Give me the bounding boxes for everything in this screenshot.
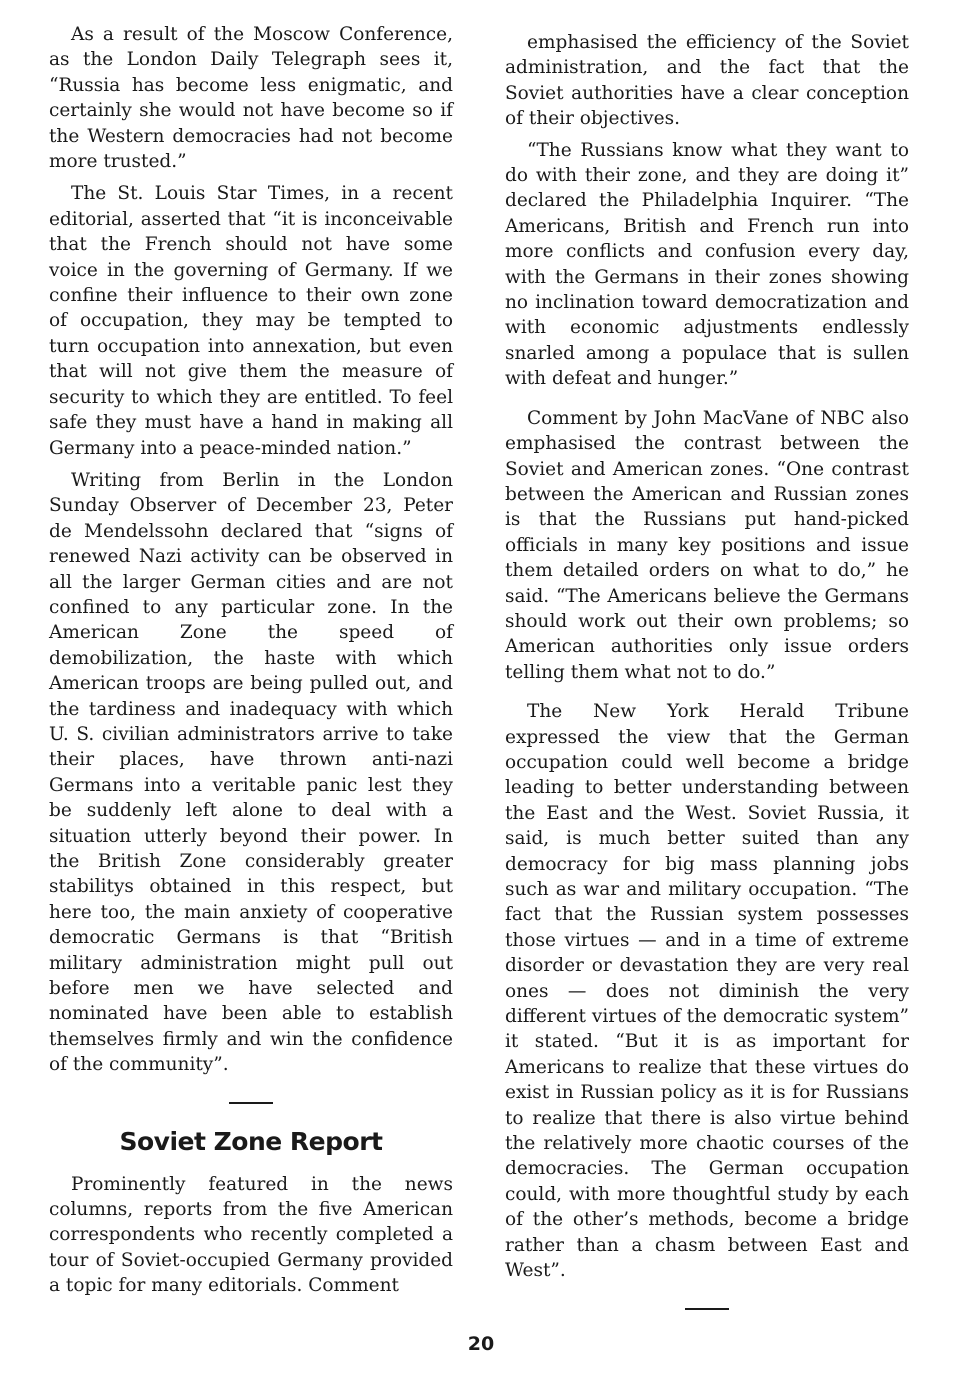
left-column — [49, 22, 453, 1306]
paragraph-soviet-efficiency: emphasised the efficiency of the Soviet administration, and the fact that the Soviet authorities have a clear conception of their objectives. — [505, 32, 909, 130]
end-divider — [685, 1308, 729, 1310]
section-divider — [229, 1102, 273, 1104]
paragraph-philadelphia-inquirer: “The Russians know what they want to do with their zone, and they are doing it” declared the Philadelphia Inquirer. “The Americans, British and French run into more conflicts and confusion every day, with the Germans in their zones showing no inclination toward democratization and with economic adjustments endlessly snarled among a populace that is sullen with defeat and hunger.” — [505, 139, 909, 390]
paragraph-moscow-conference: As a result of the Moscow Conference, as the London Daily Telegraph sees it, “Russia has become less enigmatic, and certainly she would not have become so if the Western democracies had not become more trusted.” — [49, 24, 453, 173]
paragraph-herald-tribune: The New York Herald Tribune expressed the view that the German occupation could well become a bridge leading to better understanding between the East and the West. Soviet Russia, it said, is much better suited than any democracy for big mass planning jobs such as war and military occupation. “The fact that the Russian system possesses those virtues — and in a time of extreme disorder or devastation they are very real ones — does not diminish the very different virtues of the democratic system” it stated. “But it is as important for Americans to realize that these virtues do exist in Russian policy as it is for Russians to realize that there is also virtue behind the relatively more chaotic courses of the democracies. The German occupation could, with more thoughtful study by each of the other’s methods, become a bridge rather than a chasm between East and West”. — [505, 701, 909, 1282]
page-number: 20 — [467, 1333, 495, 1355]
paragraph-john-macvane-nbc: Comment by John MacVane of NBC also emphasised the contrast between the Soviet and American zones. “One contrast between the American and Russian zones is that the Russians put hand-picked officials in many key positions and issue them detailed orders on what to do,” he said. “The Americans believe the Germans should work out their own problems; so American authorities only issue orders telling them what not to do.” — [505, 407, 909, 683]
paragraph-soviet-zone-intro: Prominently featured in the news columns, reports from the five American correspondents who recently completed a tour of Soviet-occupied Germany provided a topic for many editorials. Comment — [49, 1173, 453, 1297]
paragraph-london-sunday-observer: Writing from Berlin in the London Sunday Observer of December 23, Peter de Mendelssohn declared that “signs of renewed Nazi activity can be observed in all the larger German cities and are not confined to any particular zone. In the American Zone the speed of demobilization, the haste with which American troops are being pulled out, and the tardiness and inadequacy with which U. S. civilian administrators arrive to take their places, have thrown anti-nazi Germans into a veritable panic lest they be suddenly left alone to deal with a situation utterly beyond their power. In the British Zone considerably greater stabilitys obtained in this respect, but here too, the main anxiety of cooperative democratic Germans is that “British military administration might pull out before men we have selected and nominated have been able to establish themselves firmly and win the confidence of the community”. — [49, 469, 453, 1076]
section-heading: Soviet Zone Report — [119, 1126, 383, 1156]
right-column — [505, 30, 909, 1310]
paragraph-st-louis-star-times: The St. Louis Star Times, in a recent editorial, asserted that “it is inconceivable that the French should not have some voice in the governing of Germany. If we confine their influence to their own zone of occupation, they may be tempted to turn occupation into annexation, but even that will not give them the measure of security to which they are entitled. To feel safe they must have a hand in making all Germany into a peace-minded nation.” — [49, 183, 453, 459]
